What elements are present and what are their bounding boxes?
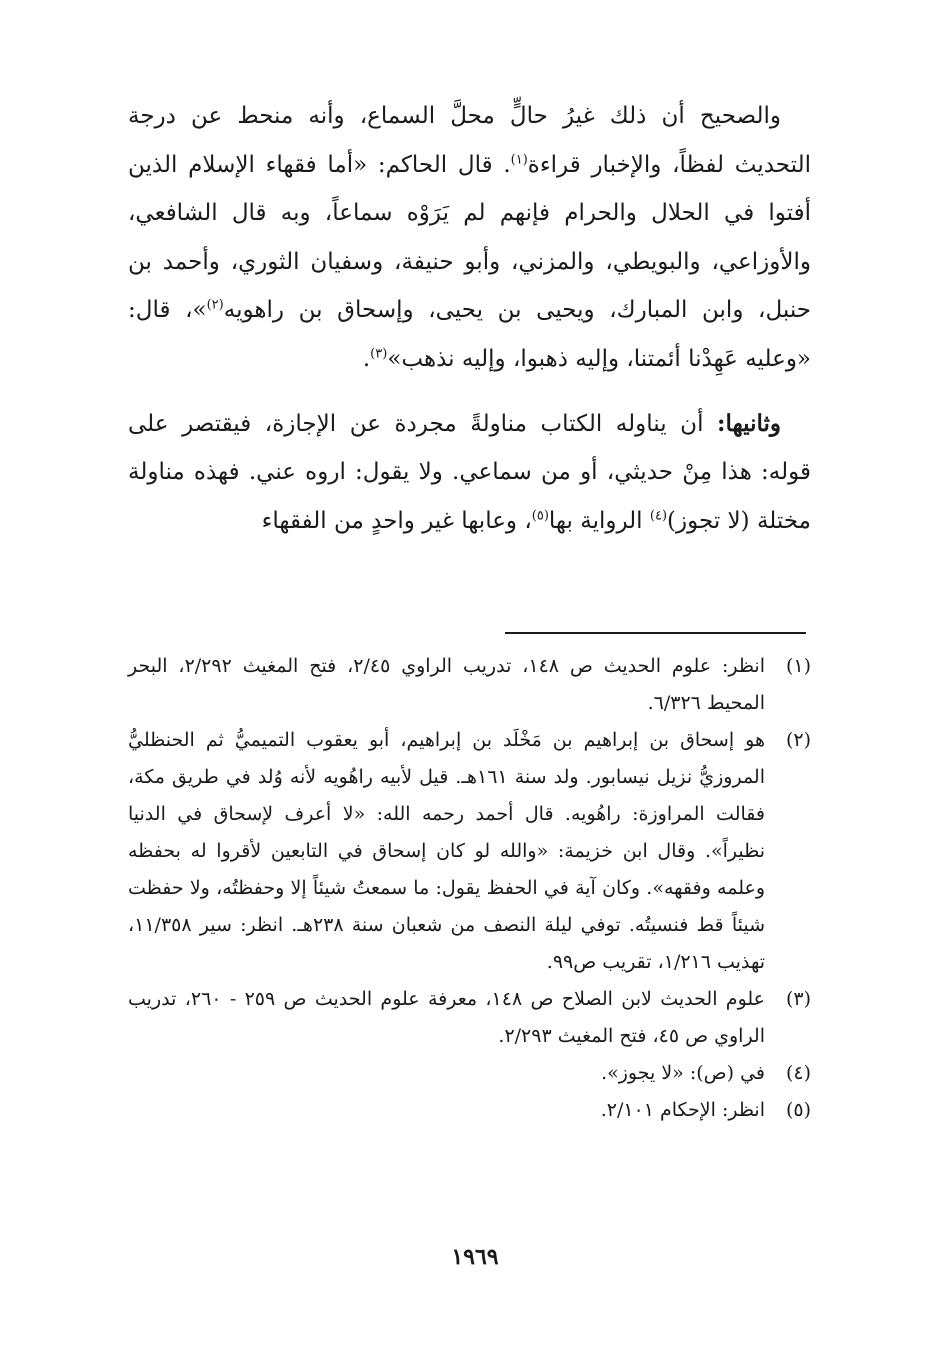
footnote-ref-5: (٥) (531, 508, 549, 524)
footnote-text: انظر: الإحكام ٢/١٠١. (600, 1099, 765, 1121)
paragraph-1-text-b: . قال الحاكم: «أما فقهاء الإسلام الذين أفتوا في الحلال والحرام فإنهم لم يَرَوْه سماعاً، وبه قال الشافعي، والأوزاعي، والبويطي، والمزني، وأبو حنيفة، وسفيان الثوري، وأحمد بن حنبل، وابن المبارك، ويحيى بن يحيى، وإسحاق بن راهويه (128, 151, 811, 324)
footnote-text: انظر: علوم الحديث ص ١٤٨، تدريب الراوي ٢/٤٥، فتح المغيث ٢/٢٩٢، البحر المحيط ٦/٣٢٦. (128, 655, 765, 714)
footnote-number: (٢) (785, 729, 811, 751)
footnote-ref-4: (٤) (649, 508, 668, 524)
paragraph-2-text-c: ، وعابها غير واحدٍ من الفقهاء (261, 507, 532, 534)
footnote (128, 648, 811, 722)
footnote-ref-2: (٢) (206, 297, 224, 313)
footnote-number: (١) (785, 655, 811, 677)
footnote-number: (٣) (785, 988, 811, 1010)
paragraph-1-text-a: والصحيح أن ذلك غيرُ حالٍّ محلَّ السماع، وأنه منحط عن درجة التحديث لفظاً، والإخبار قراءة (128, 103, 811, 178)
paragraph-1 (128, 92, 811, 384)
footnote (128, 981, 811, 1055)
paragraph-2-text-b: الرواية بها (548, 507, 650, 534)
page-number: ١٩٦٩ (451, 1244, 499, 1270)
footnote (128, 1055, 811, 1092)
paragraph-1-text-c: »، قال: «وعليه عَهِدْنا أئمتنا، وإليه ذهبوا، وإليه نذهب» (128, 297, 811, 372)
footnote-number: (٤) (785, 1062, 811, 1084)
footnote (128, 722, 811, 981)
footnote (128, 1092, 811, 1129)
main-text (128, 92, 811, 545)
paragraph-2-lead: وثانيها: (717, 409, 781, 437)
footnote-ref-1: (١) (510, 151, 528, 167)
paragraph-1-text-d: . (362, 345, 371, 372)
footnote-number: (٥) (785, 1099, 811, 1121)
footnote-text: في (ص): «لا يجوز». (601, 1062, 765, 1084)
paragraph-2-text-a: أن يناوله الكتاب مناولةً مجردة عن الإجازة، فيقتصر على قوله: هذا مِنْ حديثي، أو من سماعي. ولا يقول: اروه عني. فهذه مناولة مختلة (لا تجوز) (128, 410, 811, 534)
footnote-text: علوم الحديث لابن الصلاح ص ١٤٨، معرفة علوم الحديث ص ٢٥٩ - ٢٦٠، تدريب الراوي ص ٤٥، فتح المغيث ٢/٢٩٣. (128, 988, 766, 1047)
paragraph-2 (128, 400, 811, 546)
footnote-separator (505, 632, 806, 634)
footnote-text: هو إسحاق بن إبراهيم بن مَخْلَد بن إبراهيم، أبو يعقوب التميميُّ ثم الحنظليُّ المروزيُّ نزيل نيسابور. ولد سنة ١٦١هـ. قيل لأبيه راهُويه لأنه وُلد في طريق مكة، فقالت المراوزة: راهُويه. قال أحمد رحمه الله: «لا أعرف لإسحاق في الدنيا نظيراً». وقال ابن خزيمة: «والله لو كان إسحاق في التابعين لأقروا له بحفظه وعلمه وفقهه». وكان آية في الحفظ يقول: ما سمعتُ شيئاً إلا وحفظتُه، ولا حفظت شيئاً قط فنسيتُه. توفي ليلة النصف من شعبان سنة ٢٣٨هـ. انظر: سير ١١/٣٥٨، تهذيب ١/٢١٦، تقريب ص٩٩. (128, 729, 765, 973)
footnotes (128, 648, 811, 1129)
footnote-ref-3: (٣) (370, 346, 388, 362)
